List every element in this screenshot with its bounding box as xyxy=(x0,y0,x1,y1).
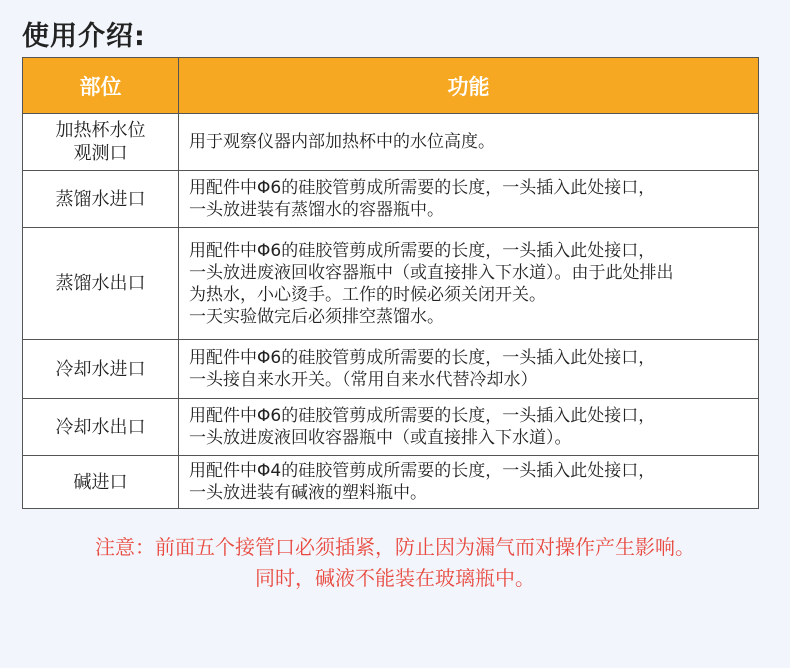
part-cell: 碱进口 xyxy=(23,456,179,509)
part-cell: 蒸馏水进口 xyxy=(23,171,179,228)
page-title: 使用介绍: xyxy=(22,21,146,52)
part-cell: 蒸馏水出口 xyxy=(23,228,179,340)
table-row xyxy=(23,399,759,456)
table-row xyxy=(23,340,759,399)
table-row xyxy=(23,228,759,340)
header-function: 功能 xyxy=(179,58,759,114)
function-cell: 用配件中Φ6的硅胶管剪成所需要的长度，一头插入此处接口， 一头放进废液回收容器瓶中（或直接排入下水道）。 xyxy=(179,399,759,456)
function-cell: 用配件中Φ6的硅胶管剪成所需要的长度，一头插入此处接口， 一头接自来水开关。（常用自来水代替冷却水） xyxy=(179,340,759,399)
header-part: 部位 xyxy=(23,58,179,114)
warning-note: 注意：前面五个接管口必须插紧，防止因为漏气而对操作产生影响。 同时，碱液不能装在玻璃瓶中。 xyxy=(95,535,695,590)
table-row xyxy=(23,114,759,171)
part-cell: 加热杯水位 观测口 xyxy=(23,114,179,171)
table-row xyxy=(23,171,759,228)
part-cell: 冷却水出口 xyxy=(23,399,179,456)
table-row xyxy=(23,456,759,509)
function-cell: 用配件中Φ6的硅胶管剪成所需要的长度，一头插入此处接口， 一头放进废液回收容器瓶中（或直接排入下水道）。由于此处排出 为热水，小心烫手。工作的时候必须关闭开关。 一天实验做完后必须排空蒸馏水。 xyxy=(179,228,759,340)
function-cell: 用配件中Φ6的硅胶管剪成所需要的长度，一头插入此处接口， 一头放进装有蒸馏水的容器瓶中。 xyxy=(179,171,759,228)
function-cell: 用于观察仪器内部加热杯中的水位高度。 xyxy=(179,114,759,171)
function-cell: 用配件中Φ4的硅胶管剪成所需要的长度，一头插入此处接口， 一头放进装有碱液的塑料瓶中。 xyxy=(179,456,759,509)
usage-table xyxy=(22,57,759,509)
table-header-row xyxy=(23,58,759,114)
part-cell: 冷却水进口 xyxy=(23,340,179,399)
